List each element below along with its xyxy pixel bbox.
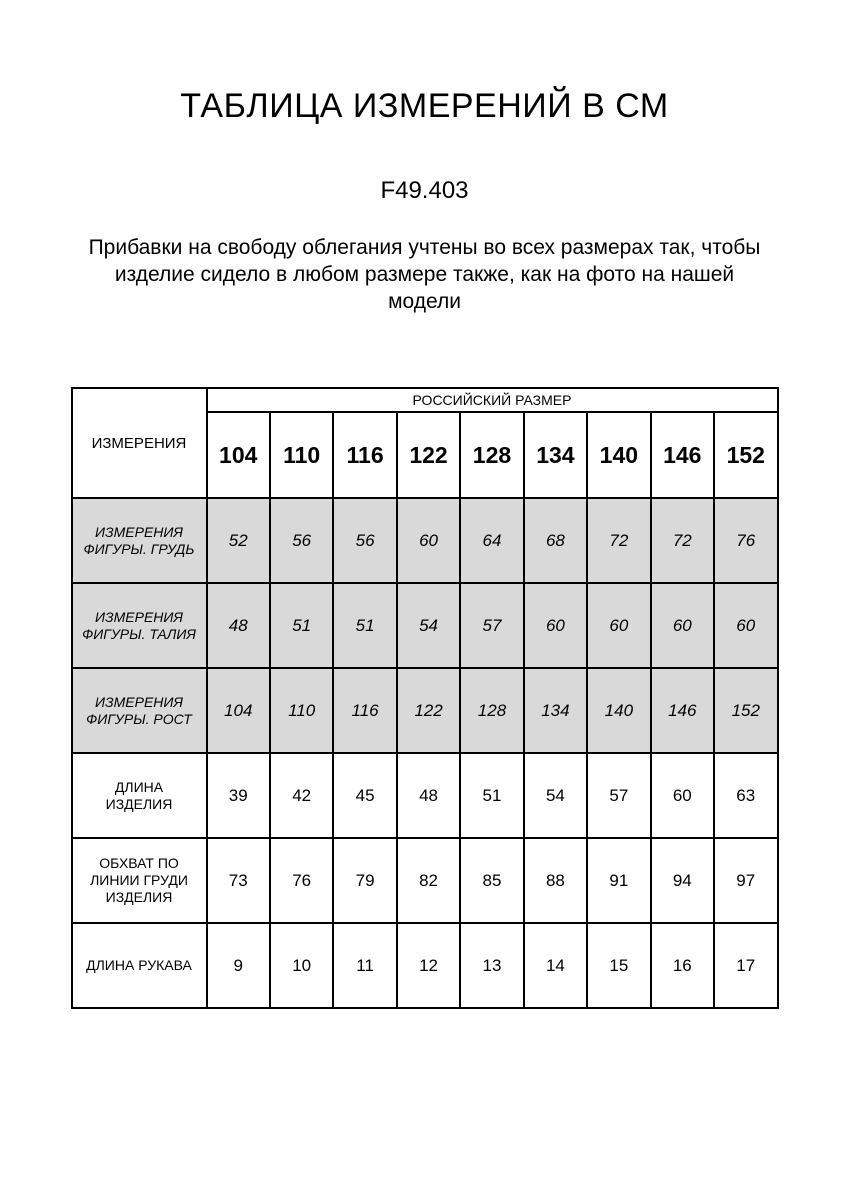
value-cell: 79 — [333, 838, 396, 923]
value-cell: 76 — [270, 838, 333, 923]
size-header-cell: 128 — [460, 412, 523, 498]
group-header-row — [72, 388, 778, 412]
size-table — [71, 387, 779, 1009]
value-cell: 60 — [714, 583, 778, 668]
size-header-cell: 116 — [333, 412, 396, 498]
table-row — [72, 838, 778, 923]
value-cell: 10 — [270, 923, 333, 1008]
value-cell: 76 — [714, 498, 778, 583]
value-cell: 48 — [397, 753, 460, 838]
value-cell: 110 — [270, 668, 333, 753]
size-header-cell: 140 — [587, 412, 650, 498]
value-cell: 82 — [397, 838, 460, 923]
size-table-head — [72, 388, 778, 498]
row-label: ДЛИНА ИЗДЕЛИЯ — [72, 753, 207, 838]
value-cell: 91 — [587, 838, 650, 923]
size-header-cell: 104 — [207, 412, 270, 498]
value-cell: 51 — [270, 583, 333, 668]
value-cell: 134 — [524, 668, 587, 753]
table-row — [72, 498, 778, 583]
value-cell: 85 — [460, 838, 523, 923]
size-header-cell: 134 — [524, 412, 587, 498]
value-cell: 60 — [651, 753, 714, 838]
table-row — [72, 583, 778, 668]
value-cell: 140 — [587, 668, 650, 753]
value-cell: 152 — [714, 668, 778, 753]
value-cell: 52 — [207, 498, 270, 583]
value-cell: 17 — [714, 923, 778, 1008]
value-cell: 9 — [207, 923, 270, 1008]
value-cell: 12 — [397, 923, 460, 1008]
value-cell: 60 — [587, 583, 650, 668]
value-cell: 14 — [524, 923, 587, 1008]
value-cell: 116 — [333, 668, 396, 753]
value-cell: 104 — [207, 668, 270, 753]
value-cell: 94 — [651, 838, 714, 923]
table-row — [72, 753, 778, 838]
value-cell: 57 — [460, 583, 523, 668]
value-cell: 51 — [333, 583, 396, 668]
value-cell: 54 — [524, 753, 587, 838]
value-cell: 73 — [207, 838, 270, 923]
value-cell: 11 — [333, 923, 396, 1008]
value-cell: 42 — [270, 753, 333, 838]
size-header-cell: 110 — [270, 412, 333, 498]
russian-size-header-cell: РОССИЙСКИЙ РАЗМЕР — [207, 388, 778, 412]
value-cell: 60 — [397, 498, 460, 583]
value-cell: 97 — [714, 838, 778, 923]
value-cell: 51 — [460, 753, 523, 838]
value-cell: 60 — [524, 583, 587, 668]
value-cell: 56 — [270, 498, 333, 583]
size-header-cell: 146 — [651, 412, 714, 498]
size-table-body — [72, 498, 778, 1008]
value-cell: 57 — [587, 753, 650, 838]
value-cell: 64 — [460, 498, 523, 583]
value-cell: 146 — [651, 668, 714, 753]
value-cell: 63 — [714, 753, 778, 838]
value-cell: 54 — [397, 583, 460, 668]
measurements-header-cell: ИЗМЕРЕНИЯ — [72, 388, 207, 498]
row-label: ДЛИНА РУКАВА — [72, 923, 207, 1008]
value-cell: 15 — [587, 923, 650, 1008]
page-title: ТАБЛИЦА ИЗМЕРЕНИЙ В СМ — [180, 87, 669, 125]
fit-note: Прибавки на свободу облегания учтены во всех размерах так, чтобы изделие сидело в любом размере также, как на фото на нашей модели — [88, 236, 761, 313]
row-label: ОБХВАТ ПО ЛИНИИ ГРУДИ ИЗДЕЛИЯ — [72, 838, 207, 923]
value-cell: 72 — [651, 498, 714, 583]
row-label: ИЗМЕРЕНИЯ ФИГУРЫ. РОСТ — [72, 668, 207, 753]
value-cell: 39 — [207, 753, 270, 838]
value-cell: 122 — [397, 668, 460, 753]
value-cell: 88 — [524, 838, 587, 923]
table-row — [72, 668, 778, 753]
value-cell: 72 — [587, 498, 650, 583]
value-cell: 48 — [207, 583, 270, 668]
row-label: ИЗМЕРЕНИЯ ФИГУРЫ. ГРУДЬ — [72, 498, 207, 583]
value-cell: 60 — [651, 583, 714, 668]
size-header-cell: 152 — [714, 412, 778, 498]
value-cell: 16 — [651, 923, 714, 1008]
value-cell: 56 — [333, 498, 396, 583]
row-label: ИЗМЕРЕНИЯ ФИГУРЫ. ТАЛИЯ — [72, 583, 207, 668]
value-cell: 13 — [460, 923, 523, 1008]
table-row — [72, 923, 778, 1008]
value-cell: 128 — [460, 668, 523, 753]
value-cell: 45 — [333, 753, 396, 838]
size-header-cell: 122 — [397, 412, 460, 498]
product-code: F49.403 — [380, 177, 469, 204]
value-cell: 68 — [524, 498, 587, 583]
